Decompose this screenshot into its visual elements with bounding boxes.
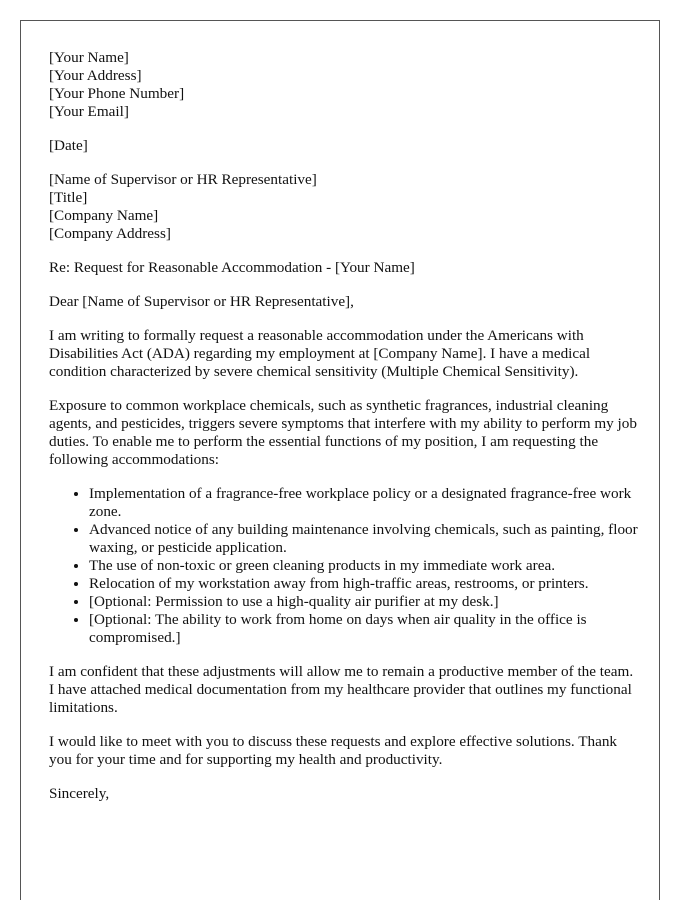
recipient-block (49, 171, 639, 243)
recipient-address: [Company Address] (49, 225, 171, 242)
sender-email: [Your Email] (49, 103, 129, 120)
letter-body (49, 49, 639, 819)
list-item: • The use of non-toxic or green cleaning products in my immediate work area. (89, 557, 639, 575)
sender-phone: [Your Phone Number] (49, 85, 185, 102)
recipient-company: [Company Name] (49, 207, 159, 224)
subject-line: Re: Request for Reasonable Accommodation - [Your Name] (49, 259, 415, 276)
signoff: Sincerely, (49, 785, 110, 802)
list-item: • [Optional: Permission to use a high-quality air purifier at my desk.] (89, 593, 639, 611)
date-block (49, 137, 639, 155)
salutation: Dear [Name of Supervisor or HR Representative], (49, 293, 354, 310)
list-item: • Implementation of a fragrance-free workplace policy or a designated fragrance-free work zone. (89, 485, 639, 521)
letter-date: [Date] (49, 137, 88, 154)
sender-address: [Your Address] (49, 67, 142, 84)
list-item: • [Optional: The ability to work from home on days when air quality in the office is compromised.] (89, 611, 639, 647)
accommodations-list (49, 485, 639, 647)
intro-paragraph: I am writing to formally request a reasonable accommodation under the Americans with Disabilities Act (ADA) regarding my employment at [Company Name]. I have a medical condition characterized by severe chemical sensitivity (Multiple Chemical Sensitivity). (49, 327, 591, 380)
request-paragraph: Exposure to common workplace chemicals, such as synthetic fragrances, industrial cleaning agents, and pesticides, triggers severe symptoms that interfere with my ability to perform my job duties. To enable me to perform the essential functions of my position, I am requesting the following accommodations: (49, 397, 637, 468)
list-item: • Advanced notice of any building maintenance involving chemicals, such as painting, floor waxing, or pesticide application. (89, 521, 639, 557)
meeting-paragraph: I would like to meet with you to discuss these requests and explore effective solutions. Thank you for your time and for supporting my health and productivity. (49, 733, 618, 768)
sender-block (49, 49, 639, 121)
letter-page (20, 20, 660, 900)
list-item: • Relocation of my workstation away from high-traffic areas, restrooms, or printers. (89, 575, 639, 593)
recipient-name: [Name of Supervisor or HR Representative] (49, 171, 317, 188)
recipient-title: [Title] (49, 189, 88, 206)
sender-name: [Your Name] (49, 49, 129, 66)
confidence-paragraph: I am confident that these adjustments will allow me to remain a productive member of the team. I have attached medical documentation from my healthcare provider that outlines my functional limitations. (49, 663, 634, 716)
